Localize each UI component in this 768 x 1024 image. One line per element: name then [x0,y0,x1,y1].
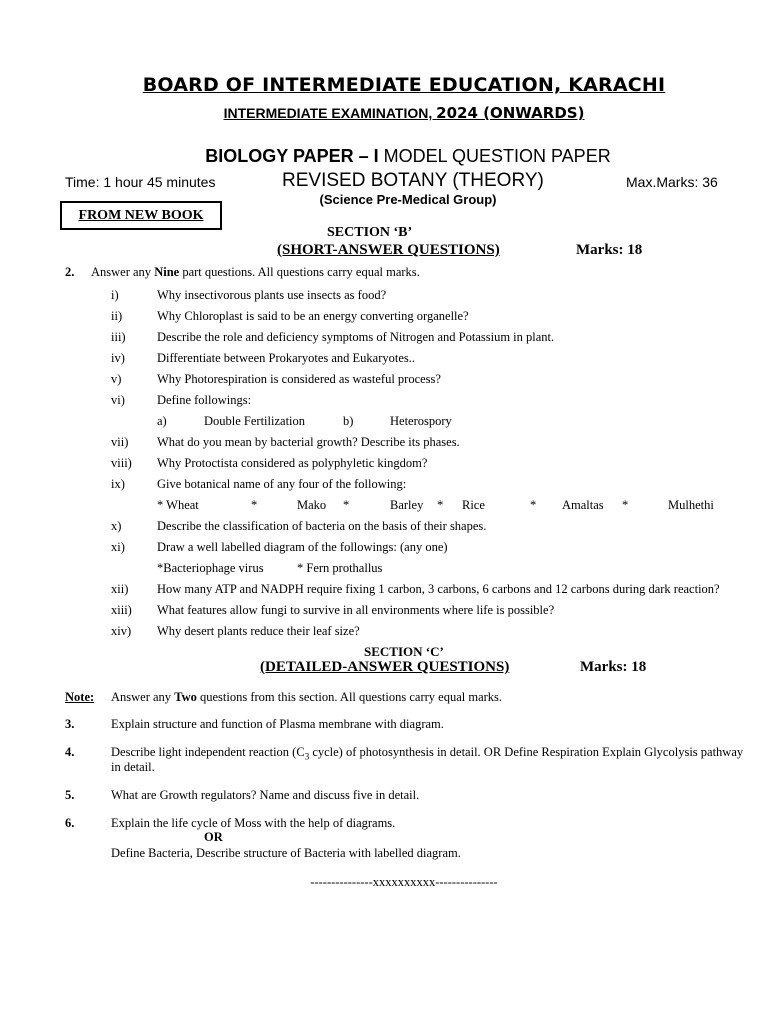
question-text: Explain the life cycle of Moss with the help of diagrams. [111,816,396,830]
item-number: vi) [111,393,125,407]
group-label: (Science Pre-Medical Group) [319,192,497,207]
subject-title: REVISED BOTANY (THEORY) [282,170,544,191]
item-number: i) [111,288,119,302]
item-text: How many ATP and NADPH require fixing 1 carbon, 3 carbons, 6 carbons and 12 carbons during dark reaction? [157,582,720,596]
item-text: Draw a well labelled diagram of the followings: (any one) [157,540,448,554]
paper-title-rest: MODEL QUESTION PAPER [378,146,611,166]
question-text [111,745,743,762]
exam-year: 2024 (ONWARDS) [436,104,585,122]
or-label: OR [204,830,223,844]
footer-divider: ---------------xxxxxxxxxx--------------- [310,875,498,889]
bullet: * [530,498,537,512]
item-number: v) [111,372,122,386]
sub-label: a) [157,414,167,428]
plant-name: Barley [390,498,424,512]
q4-text: cycle) of photosynthesis in detail. OR Define Respiration Explain Glycolysis pathway [309,745,744,759]
note-text [111,690,502,705]
exam-line [0,104,768,122]
question-number: 5. [65,788,75,802]
section-b-title: SECTION ‘B’ [327,225,413,240]
item-number: xi) [111,540,125,554]
exam-prefix: INTERMEDIATE EXAMINATION, [223,105,437,121]
item-text: Differentiate between Prokaryotes and Eukaryotes.. [157,351,416,365]
plant-name: * Wheat [157,498,199,512]
note-bold: Two [174,690,197,704]
question-text: Explain structure and function of Plasma membrane with diagram. [111,717,444,731]
item-text: Why Chloroplast is said to be an energy converting organelle? [157,309,469,323]
bullet: * [251,498,258,512]
question-number: 3. [65,717,75,731]
sub-text: Double Fertilization [204,414,306,428]
item-number: ix) [111,477,125,491]
question-number: 6. [65,816,75,830]
item-text: Describe the classification of bacteria on the basis of their shapes. [157,519,487,533]
plant-name: Amaltas [562,498,604,512]
item-text: Why Photorespiration is considered as wasteful process? [157,372,441,386]
item-number: vii) [111,435,129,449]
item-text: Give botanical name of any four of the following: [157,477,407,491]
time-allowed: Time: 1 hour 45 minutes [65,174,216,190]
item-text: Why insectivorous plants use insects as food? [157,288,387,302]
paper-title-bold: BIOLOGY PAPER – I [205,146,379,166]
plant-name: Mulhethi [668,498,714,512]
q4-subscript: 3 [304,751,310,762]
section-c-title: SECTION ‘C’ [364,644,444,659]
section-c-subtitle: (DETAILED-ANSWER QUESTIONS) [260,659,510,675]
item-number: xiii) [111,603,132,617]
bullet: * [622,498,629,512]
item-number: xiv) [111,624,132,638]
item-number: xii) [111,582,129,596]
bullet: * [437,498,444,512]
item-text: What features allow fungi to survive in all environments where life is possible? [157,603,555,617]
question-number: 4. [65,745,75,759]
item-text: What do you mean by bacterial growth? Describe its phases. [157,435,460,449]
item-text: Why desert plants reduce their leaf size? [157,624,360,638]
item-number: ii) [111,309,123,323]
plant-name: Mako [297,498,327,512]
item-number: x) [111,519,122,533]
instr-text: part questions. All questions carry equal marks. [179,265,420,279]
new-book-box [60,201,222,230]
sub-text: *Bacteriophage virus [157,561,264,575]
note-label: Note: [65,690,95,704]
question-text-cont: in detail. [111,760,155,774]
item-number: viii) [111,456,132,470]
item-text: Why Protoctista considered as polyphyletic kingdom? [157,456,428,470]
board-title: BOARD OF INTERMEDIATE EDUCATION, KARACHI [142,74,666,96]
q4-text: Describe light independent reaction (C [111,745,305,759]
section-c-marks: Marks: 18 [580,659,647,675]
question-text: Define Bacteria, Describe structure of Bacteria with labelled diagram. [111,846,461,860]
section-b-subtitle: (SHORT-ANSWER QUESTIONS) [277,242,500,258]
plant-name: Rice [462,498,485,512]
section-b-instructions [91,265,420,280]
item-text: Describe the role and deficiency symptoms of Nitrogen and Potassium in plant. [157,330,555,344]
sub-text: Heterospory [390,414,452,428]
item-number: iv) [111,351,125,365]
section-b-marks: Marks: 18 [576,242,643,258]
item-number: iii) [111,330,126,344]
item-text: Define followings: [157,393,252,407]
note-span: questions from this section. All questions carry equal marks. [196,690,503,704]
sub-label: b) [343,414,354,428]
instr-bold: Nine [154,265,180,279]
max-marks: Max.Marks: 36 [626,174,718,190]
bullet: * [343,498,350,512]
paper-title [0,146,768,167]
sub-text: * Fern prothallus [297,561,383,575]
instr-text: Answer any [91,265,155,279]
new-book-label: FROM NEW BOOK [78,208,204,223]
question-number: 2. [65,265,75,279]
question-text: What are Growth regulators? Name and discuss five in detail. [111,788,420,802]
note-span: Answer any [111,690,175,704]
